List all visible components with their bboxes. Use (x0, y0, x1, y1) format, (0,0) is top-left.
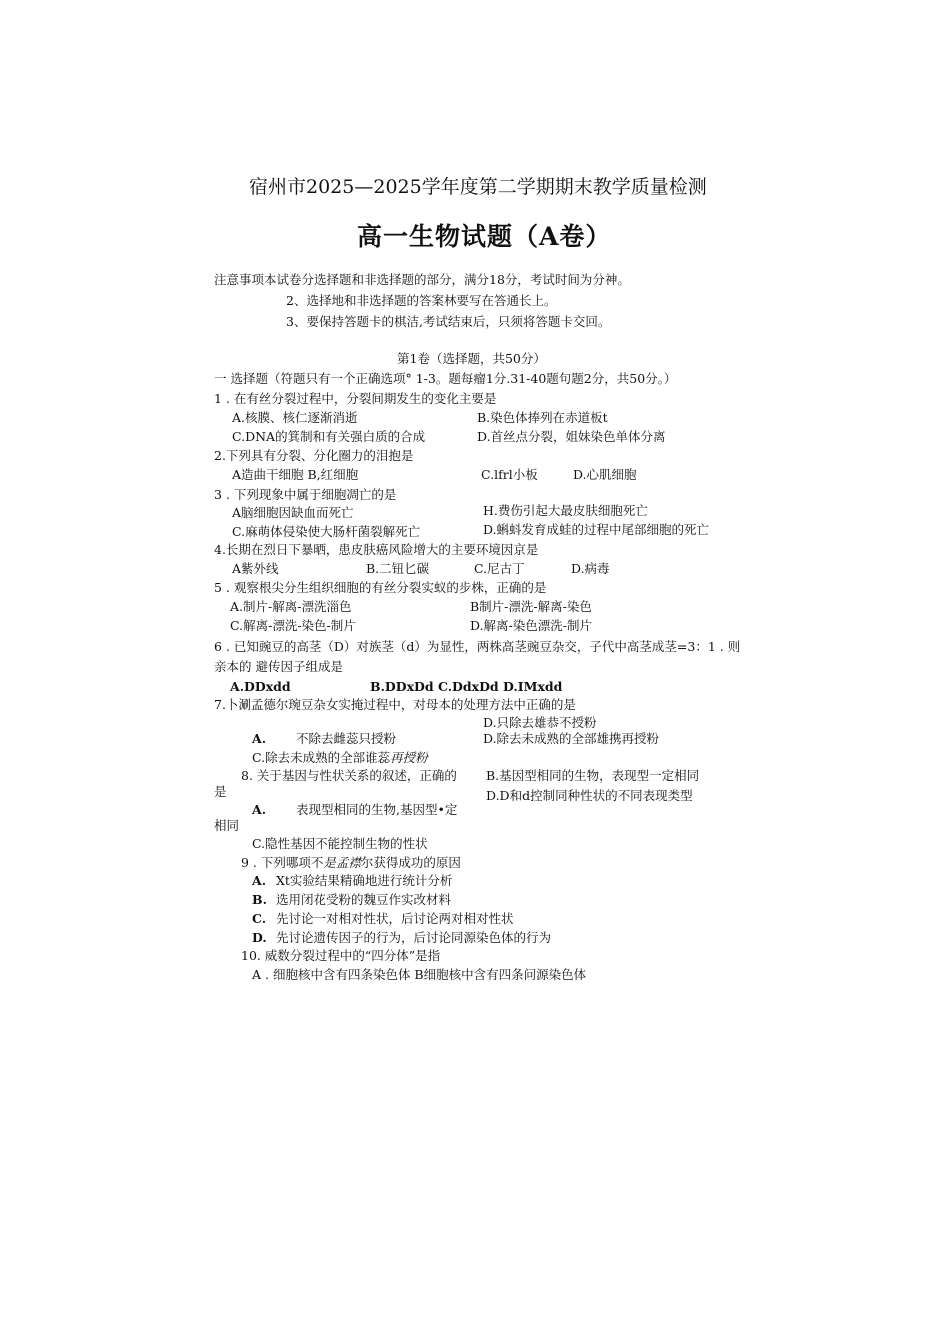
question-4-option-d: D.病毒 (571, 561, 610, 576)
question-9-option-c-label: C. (252, 911, 267, 926)
question-5-option-d: D.解离-染色漂洗-制片 (470, 618, 592, 633)
question-7-stem: 7.卜涮孟德尔琬豆杂女实掩过程中，对母本的处理方法中正确的是 (214, 697, 576, 712)
question-9-stem-italic: 是孟襟 (323, 855, 361, 870)
question-7-option-d-second: D.除去未成熟的全部雄携再授粉 (483, 731, 660, 746)
question-9-option-a: Xt实验结果精确地进行统计分析 (276, 873, 453, 888)
question-6-option-a: A.DDxdd (230, 679, 291, 694)
question-1-option-b: B.染色体捧列在赤道板t (477, 410, 608, 425)
question-5-option-c: C.解离-漂洗-染色-制片 (230, 618, 356, 633)
question-9-stem (241, 855, 461, 871)
question-2-option-d: D.心肌细胞 (573, 467, 637, 482)
question-10-option-ab: A . 细胞核中含有四条染色体 B细胞核中含有四条问源染色体 (252, 967, 587, 982)
question-7-option-a-label: A. (252, 731, 267, 746)
question-9-option-c: 先讨论一对相对性状，后讨论两对相对性状 (276, 911, 514, 926)
question-9-stem-end: 尔获得成功的原因 (360, 855, 461, 870)
question-4-option-a: A紫外线 (232, 561, 279, 576)
notice-line-2: 2、选择地和非选择题的答案林要写在答通长上。 (286, 293, 557, 308)
question-6-stem-line-1: 6 . 已知豌豆的高茎（D）对族茎（d）为显性，两株高茎豌豆杂交，子代中高茎成茎=3：1 . 则 (214, 639, 741, 654)
question-7-option-c-text: C.除去未成熟的全部谁蕊 (252, 750, 391, 765)
question-10-stem: 10. 威数分裂过程中的“四分体”是指 (241, 948, 441, 963)
question-3-option-b: H.费伤引起大最皮肤细胞死亡 (483, 503, 648, 518)
question-5-option-a: A.制片-解离-漂洗淄色 (230, 599, 352, 614)
question-8-option-a-continued: 相同 (214, 818, 240, 833)
notice-line-1: 注意事项本试卷分选择题和非选择题的部分，满分18分，考试时间为分神。 (214, 272, 630, 287)
question-7-option-c (252, 750, 428, 766)
question-5-option-b: B制片-漂洗-解离-染色 (470, 599, 592, 614)
question-4-option-b: B.二钮匕碳 (366, 561, 430, 576)
question-3-option-a: A脑细胞因缺血而死亡 (232, 505, 354, 520)
question-9-option-d: 先讨论遗传因子的行为，后讨论同源染色体的行为 (276, 930, 552, 945)
question-6-option-bcd: B.DDxDd C.DdxDd D.IMxdd (370, 679, 563, 694)
exam-title: 宿州市2025—2025学年度第二学期期末教学质量检测 (249, 176, 707, 198)
question-4-stem: 4.长期在烈日下暴晒，患皮肤癌风险增大的主要环境因京是 (214, 542, 539, 557)
question-8-option-b: B.基因型相同的生物，表现型一定相同 (486, 768, 700, 783)
question-1-option-a: A.核膜、核仁逐渐消逝 (232, 410, 358, 425)
question-9-option-b: 选用闭花受粉的魏豆作实改材料 (276, 892, 452, 907)
question-3-option-c: C.麻萌体侵染使大肠杆菌裂解死亡 (232, 524, 421, 539)
notice-line-3: 3、要保持答题卡的棋洁,考试结束后，只须将答题卡交回。 (286, 314, 611, 329)
section-instruction: 一 选择题（符题只有一个正确选项° 1-3。题每瘤1分.31-40题句题2分，共50分。） (214, 371, 677, 386)
question-9-option-d-label: D. (252, 930, 267, 945)
question-9-option-a-label: A. (252, 873, 267, 888)
question-1-option-c: C.DNA的箕制和有关强白质的合成 (232, 429, 426, 444)
section-title: 第1卷（选择题，共50分） (397, 351, 546, 366)
question-3-option-d: D.蝌蚪发育成蛙的过程中尾部细胞的死亡 (483, 522, 710, 537)
question-9-stem-start: 9 . 下列哪项不 (241, 855, 324, 870)
question-2-option-c: C.lfrl小板 (481, 467, 538, 482)
question-9-option-b-label: B. (252, 892, 267, 907)
question-7-option-c-italic: 再授粉 (390, 750, 428, 765)
question-8-option-a: 表现型相同的生物,基因型•定 (296, 802, 458, 817)
question-3-stem: 3 . 下列现象中属于细胞凋亡的是 (214, 487, 397, 502)
question-4-option-c: C.尼古丁 (474, 561, 525, 576)
question-7-option-a: 不除去雌蕊只授粉 (296, 731, 397, 746)
question-7-option-d-first: D.只除去雄恭不授粉 (483, 715, 597, 730)
question-1-stem: 1 . 在有丝分裂过程中，分裂间期发生的变化主要是 (214, 391, 497, 406)
question-5-stem: 5 . 观察根尖分生组织细胞的有丝分裂实蚁的步株，正确的是 (214, 580, 547, 595)
question-6-stem-line-2: 亲本的 避传因子组成是 (214, 659, 343, 674)
question-2-option-ab: A造曲干细胞 B,红细胞 (232, 467, 359, 482)
question-8-stem: 8. 关于基因与性状关系的叙述，正确的 (241, 768, 457, 783)
exam-subtitle: 高一生物试题（A卷） (357, 222, 612, 251)
question-8-stem-continued: 是 (214, 784, 227, 799)
question-8-option-c: C.隐性基因不能控制生物的性状 (252, 836, 428, 851)
question-8-option-a-label: A. (252, 802, 267, 817)
question-8-option-d: D.D和d控制同种性状的不同表现类型 (486, 788, 693, 803)
question-1-option-d: D.首丝点分裂，姐妹染色单体分离 (477, 429, 666, 444)
question-2-stem: 2.下列具有分裂、分化圈力的泪抱是 (214, 448, 414, 463)
